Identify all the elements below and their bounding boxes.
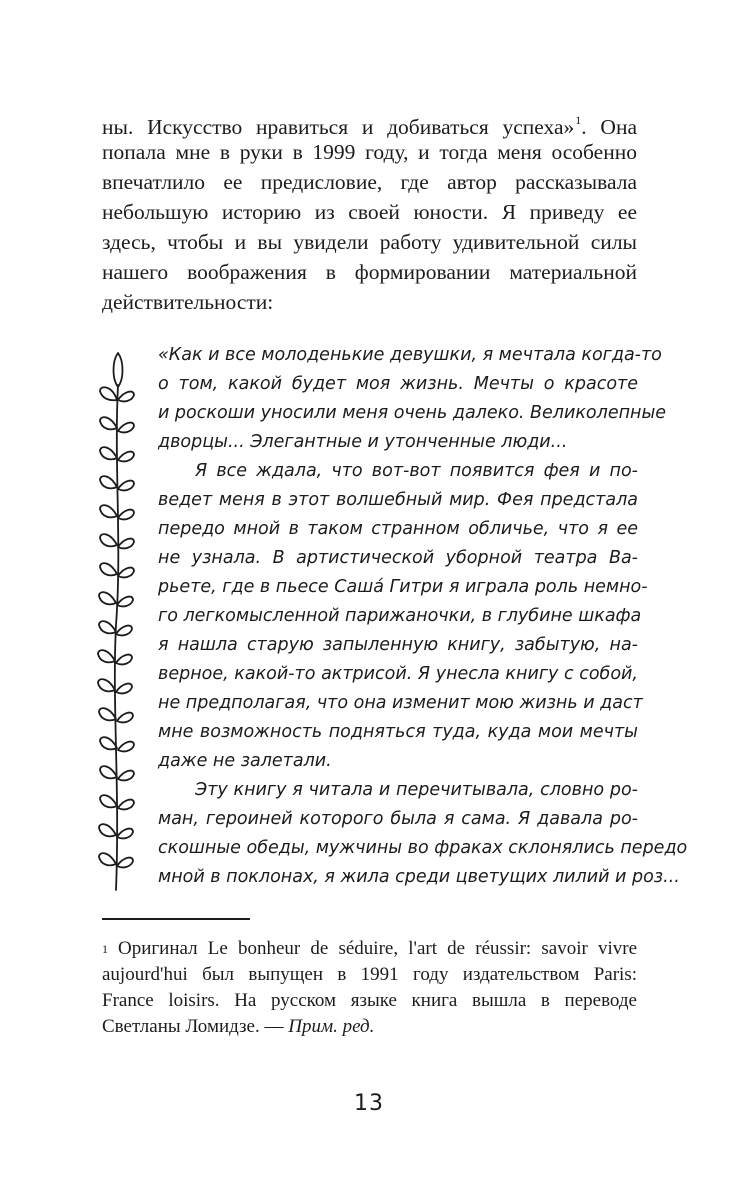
page-number: 13 xyxy=(354,1091,384,1116)
footnote-line-3: France loisirs. На русском языке книга вышла в переводе xyxy=(102,990,637,1011)
quote-line-18: скошные обеды, мужчины во фраках склонялись передо xyxy=(158,838,688,858)
quote-line-2: о том, какой будет моя жизнь. Мечты о красоте xyxy=(158,374,638,394)
quote-line-14: мне возможность подняться туда, куда мои мечты xyxy=(158,722,638,742)
body-line-5: здесь, чтобы и вы увидели работу удивительной силы xyxy=(102,230,637,254)
quote-line-3: и роскоши уносили меня очень далеко. Великолепные xyxy=(158,403,667,423)
quote-line-12: верное, какой-то актрисой. Я унесла книгу с собой, xyxy=(158,664,638,684)
footnote-line-1: Оригинал Le bonheur de séduire, l'art de réussir: savoir vivre xyxy=(118,938,637,959)
vine-ornament-icon xyxy=(96,345,146,897)
quote-line-8: не узнала. В артистической уборной театра Ва- xyxy=(158,548,638,568)
quote-line-5: Я все ждала, что вот-вот появится фея и по- xyxy=(195,461,638,481)
quote-line-4: дворцы... Элегантные и утонченные люди... xyxy=(158,432,568,452)
footnote-divider xyxy=(102,918,250,920)
body-line-7: действительности: xyxy=(102,290,274,314)
quote-line-11: я нашла старую запыленную книгу, забытую, на- xyxy=(158,635,638,655)
footnote-marker: 1 xyxy=(102,942,108,956)
body-line-2: попала мне в руки в 1999 году, и тогда меня особенно xyxy=(102,140,637,164)
body-line-3: впечатлило ее предисловие, где автор рассказывала xyxy=(102,170,637,194)
quote-line-1: «Как и все молоденькие девушки, я мечтала когда-то xyxy=(158,345,662,365)
editor-note: Прим. ред. xyxy=(288,1016,375,1037)
footnote-line-4: Светланы Ломидзе. — Прим. ред. xyxy=(102,1016,375,1037)
footnote-line-2: aujourd'hui был выпущен в 1991 году издательством Paris: xyxy=(102,964,637,985)
quote-line-15: даже не залетали. xyxy=(158,751,332,771)
quote-line-19: мной в поклонах, я жила среди цветущих лилий и роз... xyxy=(158,867,680,887)
quote-line-13: не предполагая, что она изменит мою жизнь и даст xyxy=(158,693,643,713)
quote-line-7: передо мной в таком странном обличье, что я ее xyxy=(158,519,638,539)
body-line-1: ны. Искусство нравиться и добиваться успеха»$^1$. Она xyxy=(102,113,637,140)
quote-line-16: Эту книгу я читала и перечитывала, словно ро- xyxy=(195,780,638,800)
footnote-reference: 1 xyxy=(575,113,582,127)
quote-line-10: го легкомысленной парижаночки, в глубине шкафа xyxy=(158,606,642,626)
body-line-6: нашего воображения в формировании материальной xyxy=(102,260,637,284)
quote-line-9: рьете, где в пьесе Сашá Гитри я играла роль немно- xyxy=(158,577,648,597)
quote-line-6: ведет меня в этот волшебный мир. Фея предстала xyxy=(158,490,638,510)
body-line-4: небольшую историю из своей юности. Я приведу ее xyxy=(102,200,637,224)
quote-line-17: ман, героиней которого была я сама. Я давала ро- xyxy=(158,809,638,829)
